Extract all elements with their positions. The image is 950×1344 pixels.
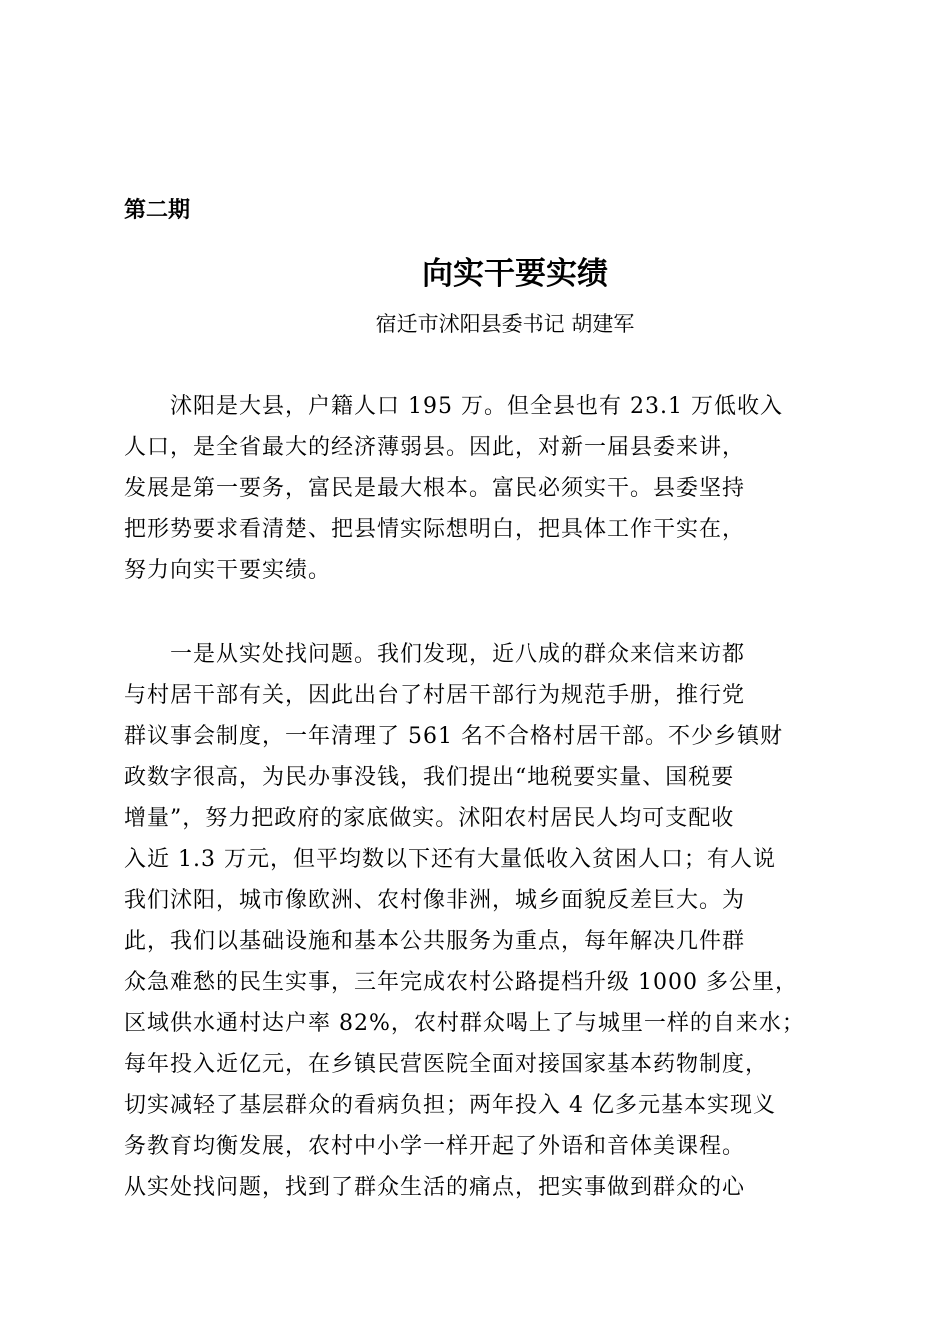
paragraph-line: 群议事会制度，一年清理了 561 名不合格村居干部。不少乡镇财 xyxy=(124,724,783,749)
paragraph-line: 一是从实处找问题。我们发现，近八成的群众来信来访都 xyxy=(124,642,746,667)
paragraph-line: 增量”，努力把政府的家底做实。沭阳农村居民人均可支配收 xyxy=(124,806,735,831)
paragraph-line: 入近 1.3 万元，但平均数以下还有大量低收入贫困人口；有人说 xyxy=(124,847,776,872)
paragraph-line: 政数字很高，为民办事没钱，我们提出“地税要实量、国税要 xyxy=(124,765,735,790)
author-byline: 宿迁市沭阳县委书记 胡建军 xyxy=(375,312,635,336)
paragraph-line: 此，我们以基础设施和基本公共服务为重点，每年解决几件群 xyxy=(124,929,746,954)
paragraph-line: 务教育均衡发展，农村中小学一样开起了外语和音体美课程。 xyxy=(124,1134,746,1159)
paragraph-line: 众急难愁的民生实事，三年完成农村公路提档升级 1000 多公里， xyxy=(124,970,798,995)
paragraph-line: 把形势要求看清楚、把县情实际想明白，把具体工作干实在， xyxy=(124,517,746,542)
article-title: 向实干要实绩 xyxy=(422,256,608,292)
issue-label: 第二期 xyxy=(124,198,191,223)
paragraph-line: 人口，是全省最大的经济薄弱县。因此，对新一届县委来讲， xyxy=(124,435,746,460)
paragraph-1 xyxy=(124,386,844,591)
paragraph-line: 努力向实干要实绩。 xyxy=(124,558,332,583)
paragraph-line: 从实处找问题，找到了群众生活的痛点，把实事做到群众的心 xyxy=(124,1175,746,1200)
paragraph-line: 与村居干部有关，因此出台了村居干部行为规范手册，推行党 xyxy=(124,683,746,708)
paragraph-line: 每年投入近亿元，在乡镇民营医院全面对接国家基本药物制度， xyxy=(124,1052,769,1077)
paragraph-line: 发展是第一要务，富民是最大根本。富民必须实干。县委坚持 xyxy=(124,476,746,501)
paragraph-line: 切实减轻了基层群众的看病负担；两年投入 4 亿多元基本实现义 xyxy=(124,1093,776,1118)
paragraph-line: 我们沭阳，城市像欧洲、农村像非洲，城乡面貌反差巨大。为 xyxy=(124,888,746,913)
paragraph-2 xyxy=(124,634,844,1208)
paragraph-line: 区域供水通村达户率 82%，农村群众喝上了与城里一样的自来水； xyxy=(124,1011,805,1036)
paragraph-line: 沭阳是大县，户籍人口 195 万。但全县也有 23.1 万低收入 xyxy=(124,394,783,419)
